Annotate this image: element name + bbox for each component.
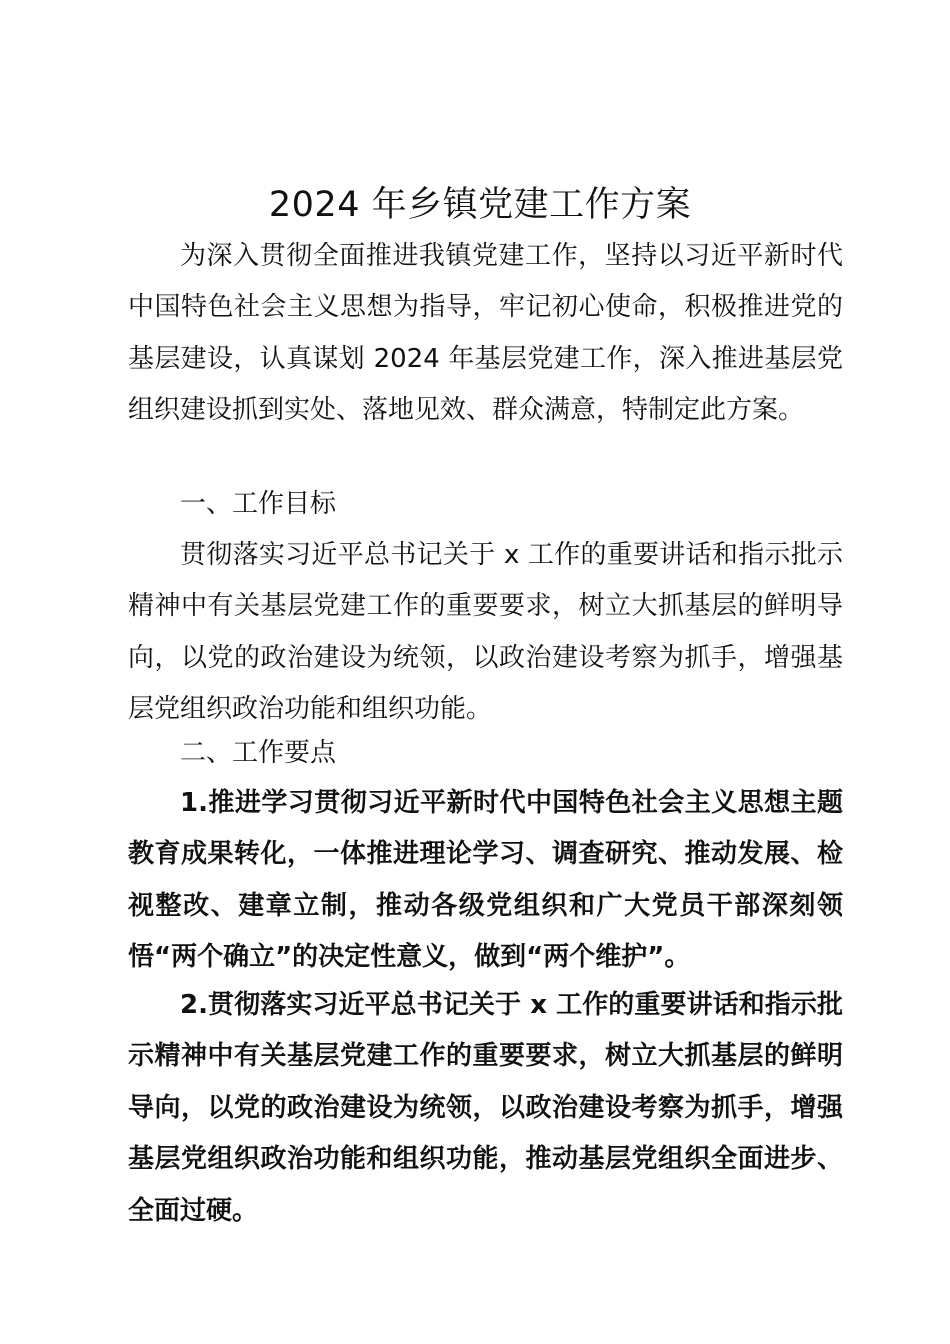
section-heading-goals: 一、工作目标 xyxy=(180,489,337,519)
key-point-2: 2.贯彻落实习近平总书记关于 x 工作的重要讲话和指示批示精神中有关基层党建工作的重要要求，树立大抓基层的鲜明导向，以党的政治建设为统领，以政治建设考察为抓手，增强基层党组织政治功能和组织功能，推动基层党组织全面进步、全面过硬。 xyxy=(128,990,843,1226)
section-heading-key-points: 二、工作要点 xyxy=(180,738,337,768)
document-title: 2024 年乡镇党建工作方案 xyxy=(268,185,692,225)
goals-paragraph: 贯彻落实习近平总书记关于 x 工作的重要讲话和指示批示精神中有关基层党建工作的重要要求，树立大抓基层的鲜明导向，以党的政治建设为统领，以政治建设考察为抓手，增强基层党组织政治功能和组织功能。 xyxy=(128,540,843,725)
intro-paragraph: 为深入贯彻全面推进我镇党建工作，坚持以习近平新时代中国特色社会主义思想为指导，牢记初心使命，积极推进党的基层建设，认真谋划 2024 年基层党建工作，深入推进基层党组织建设抓到实处、落地见效、群众满意，特制定此方案。 xyxy=(128,241,843,426)
key-point-1: 1.推进学习贯彻习近平新时代中国特色社会主义思想主题教育成果转化，一体推进理论学习、调查研究、推动发展、检视整改、建章立制，推动各级党组织和广大党员干部深刻领悟“两个确立”的决定性意义，做到“两个维护”。 xyxy=(128,788,843,973)
